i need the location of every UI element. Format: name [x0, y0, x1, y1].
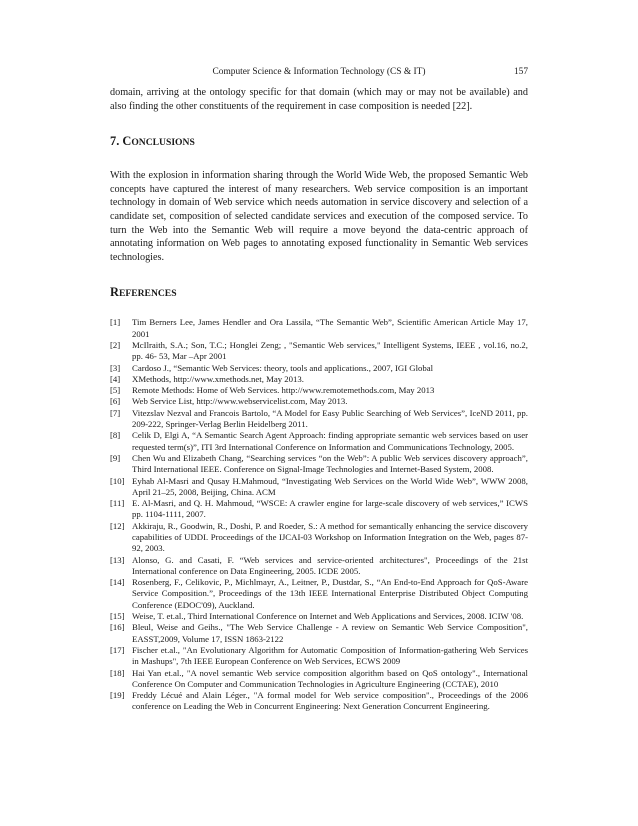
reference-text: Vitezslav Nezval and Francois Bartolo, “A Model for Easy Public Searching of Web Services”, IceND 2011, pp. 209-222, Springer-Verlag Berlin Heidelberg 2011. [132, 407, 528, 430]
reference-text: XMethods, http://www.xmethods.net, May 2013. [132, 373, 304, 384]
reference-text: Eyhab Al-Masri and Qusay H.Mahmoud, “Investigating Web Services on the World Wide Web”, WWW 2008, April 21–25, 2008, Beijing, China. ACM [132, 475, 528, 497]
references-heading-rest: EFERENCES [118, 288, 177, 300]
journal-name: Computer Science & Information Technology (CS & IT) [212, 67, 426, 77]
reference-number: [18] [110, 667, 125, 678]
reference-number: [3] [110, 362, 121, 373]
conclusions-heading [110, 134, 528, 150]
reference-text: Rosenberg, F., Celikovic, P., Michlmayr, A., Leitner, P., Dustdar, S., “An End-to-End Approach for QoS-Aware Service Composition.”, Proceedings of the 13th IEEE International Enterprise Distributed Object Computing Conference (EDOC'09), Auckland. [132, 577, 528, 610]
reference-item [110, 622, 528, 645]
reference-item [110, 396, 528, 407]
reference-number: [2] [110, 339, 121, 350]
reference-item [110, 453, 528, 476]
reference-text: Akkiraju, R., Goodwin, R., Doshi, P. and Roeder, S.: A method for semantically enhancing the service discovery capabilities of UDDI. Proceedings of the IJCAI-03 Workshop on Information Integration on the Web, pages 87-92, 2003. [132, 520, 528, 554]
reference-item [110, 385, 528, 396]
reference-number: [16] [110, 622, 125, 633]
reference-number: [8] [110, 430, 121, 441]
reference-text: Freddy Lécué and Alain Léger., "A formal model for Web service composition"., Proceedings of the 2006 conference on Leading the Web in Concurrent Engineering: Next Generation Concurrent Engineering. [132, 690, 528, 712]
reference-number: [4] [110, 373, 121, 384]
reference-text: Hai Yan et.al., "A novel semantic Web service composition algorithm based on QoS ontology"., International Conference On Computer and Communication Technologies in Agriculture Engineering (CCTAE), 2010 [132, 667, 528, 689]
reference-item [110, 690, 528, 713]
page-content [110, 86, 528, 713]
intro-paragraph: domain, arriving at the ontology specific for that domain (which may or may not be available) and also finding the other constituents of the requirement in case composition is needed [22]. [110, 87, 528, 112]
reference-item [110, 498, 528, 521]
reference-text: Bleul, Weise and Geihs., "The Web Service Challenge - A review on Semantic Web Service Composition", EASST,2009, Volume 17, ISSN 1863-2122 [132, 622, 528, 644]
reference-number: [14] [110, 577, 125, 588]
reference-number: [19] [110, 690, 125, 701]
reference-text: Weise, T. et.al., Third International Conference on Internet and Web Applications and Services, 2008. ICIW '08. [132, 611, 524, 622]
conclusions-heading-prefix: 7. C [110, 134, 132, 149]
reference-number: [1] [110, 317, 121, 328]
reference-text: Chen Wu and Elizabeth Chang, “Searching services “on the Web”: A public Web services discovery approach”, Third International IEEE. Conference on Signal-Image Technologies and Internet-Based System, 2008. [132, 452, 528, 475]
reference-number: [12] [110, 520, 125, 531]
reference-item [110, 476, 528, 499]
reference-item [110, 521, 528, 555]
reference-item [110, 408, 528, 431]
reference-text: Remote Methods: Home of Web Services. http://www.remotemethods.com, May 2013 [132, 385, 435, 396]
reference-item [110, 668, 528, 691]
conclusions-heading-rest: ONCLUSIONS [131, 137, 195, 149]
reference-number: [13] [110, 554, 125, 565]
reference-number: [15] [110, 611, 125, 622]
reference-item [110, 611, 528, 622]
reference-item [110, 555, 528, 578]
page-number: 157 [513, 67, 528, 77]
reference-number: [10] [110, 475, 125, 486]
references-heading-prefix: R [110, 285, 119, 300]
reference-item [110, 577, 528, 611]
reference-number: [17] [110, 644, 125, 655]
reference-text: Alonso, G. and Casati, F. “Web services and service-oriented architectures", Proceedings of the 21st International conference on Data Engineering, 2005. ICDE 2005. [132, 554, 528, 576]
reference-text: E. Al-Masri, and Q. H. Mahmoud, “WSCE: A crawler engine for large-scale discovery of web services,” ICWS pp. 1104-1111, 2007. [132, 498, 528, 520]
reference-item [110, 645, 528, 668]
references-heading [110, 285, 528, 301]
reference-text: Cardoso J., “Semantic Web Services: theory, tools and applications., 2007, IGI Global [132, 362, 434, 373]
reference-text: McIlraith, S.A.; Son, T.C.; Honglei Zeng; , "Semantic Web services," Intelligent Systems, IEEE , vol.16, no.2, pp. 46- 53, Mar –Apr 2001 [132, 339, 528, 362]
conclusions-paragraph: With the explosion in information sharing through the World Wide Web, the proposed Semantic Web concepts have captured the interest of many researchers. Web service composition is an important technology in domain of Web service which needs automation in service discovery and selection of a candidate set, composition of selected candidate services and execution of the composed service. To turn the Web into the Semantic Web will require a move beyond the data-centric approach of annotating information on Web pages to annotating exposed functionality in Semantic Web services technologies. [110, 170, 528, 263]
reference-text: Web Service List, http://www.webservicelist.com, May 2013. [132, 396, 348, 407]
reference-text: Celik D, Elgi A, “A Semantic Search Agent Approach: finding appropriate semantic web services based on user requested term(s)”, ITI 3rd International Conference on Information and Communications Technology, 2005. [132, 430, 528, 452]
reference-list [110, 317, 528, 712]
reference-text: Fischer et.al., "An Evolutionary Algorithm for Automatic Composition of Information-gathering Web Services in Mashups", 7th IEEE European Conference on Web Services, ECWS 2009 [132, 644, 528, 667]
reference-number: [5] [110, 385, 121, 396]
reference-item [110, 374, 528, 385]
reference-text: Tim Berners Lee, James Hendler and Ora Lassila, “The Semantic Web”, Scientific American Article May 17, 2001 [132, 317, 528, 339]
reference-item [110, 430, 528, 453]
reference-number: [7] [110, 407, 121, 418]
reference-item [110, 317, 528, 340]
reference-item [110, 340, 528, 363]
reference-item [110, 363, 528, 374]
reference-number: [6] [110, 396, 121, 407]
reference-number: [11] [110, 498, 125, 509]
reference-number: [9] [110, 452, 121, 463]
